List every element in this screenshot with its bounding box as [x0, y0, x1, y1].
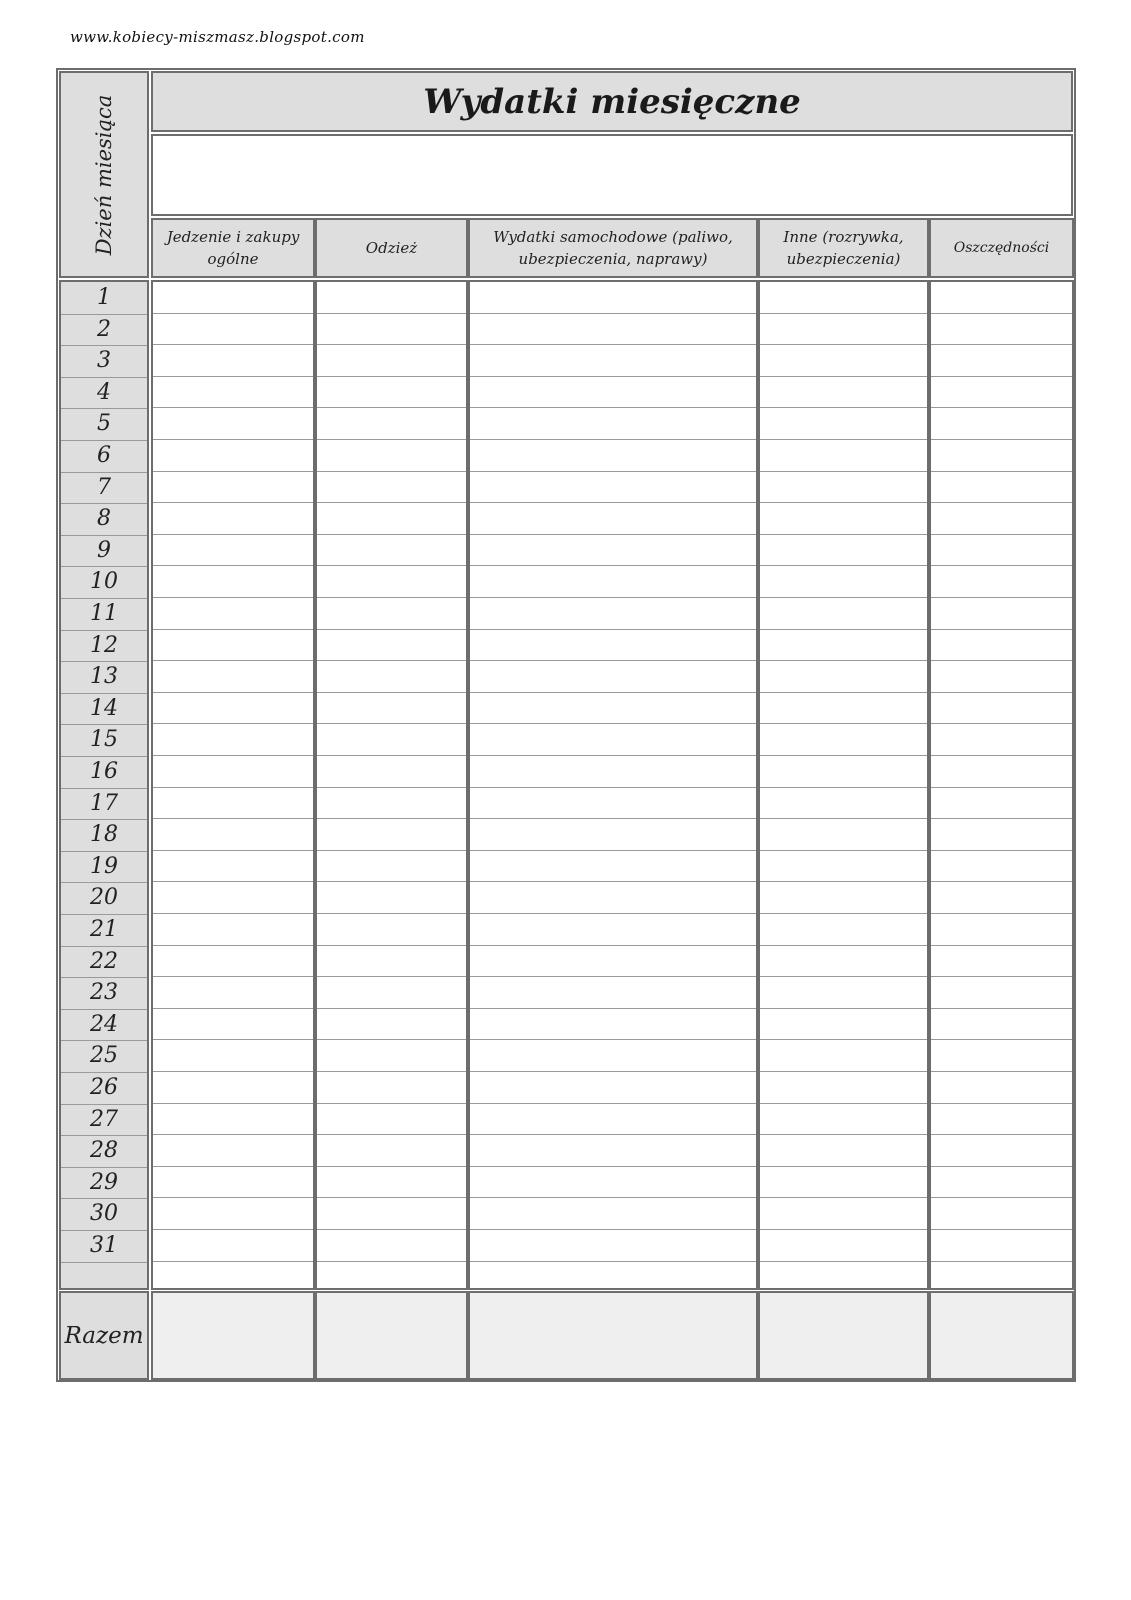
day-number: 19 — [90, 853, 118, 879]
entry-cell[interactable] — [470, 693, 756, 725]
entry-cell[interactable] — [931, 1104, 1072, 1136]
day-number: 12 — [90, 632, 118, 658]
entry-cell[interactable] — [931, 535, 1072, 567]
day-number: 25 — [90, 1043, 118, 1069]
entry-cell[interactable] — [470, 1072, 756, 1104]
day-number: 16 — [90, 759, 118, 784]
day-number: 21 — [90, 917, 118, 942]
entry-cell[interactable] — [931, 472, 1072, 504]
total-car-cell[interactable] — [468, 1291, 758, 1380]
entry-cell[interactable] — [317, 630, 466, 662]
entry-cell[interactable] — [470, 503, 756, 535]
entry-cell[interactable] — [470, 1135, 756, 1167]
entry-cell[interactable] — [317, 282, 466, 314]
entry-cell[interactable] — [153, 566, 313, 598]
entry-cell[interactable] — [153, 1104, 313, 1136]
day-number-column — [59, 280, 149, 1290]
entry-cell[interactable] — [931, 661, 1072, 693]
entry-cell[interactable] — [760, 819, 927, 851]
clothing-column[interactable] — [315, 280, 468, 1290]
entry-cell[interactable] — [470, 724, 756, 756]
entry-cell[interactable] — [317, 1040, 466, 1072]
entry-cell[interactable] — [153, 1135, 313, 1167]
day-number: 22 — [90, 948, 118, 974]
entry-cell[interactable] — [317, 1198, 466, 1230]
entry-cell[interactable] — [153, 345, 313, 377]
entry-cell[interactable] — [760, 1135, 927, 1167]
entry-cell[interactable] — [153, 314, 313, 346]
entry-cell[interactable] — [931, 598, 1072, 630]
column-header-clothing — [315, 218, 468, 278]
entry-cell[interactable] — [931, 314, 1072, 346]
entry-cell[interactable] — [470, 946, 756, 978]
entry-cell[interactable] — [153, 661, 313, 693]
entry-cell[interactable] — [317, 914, 466, 946]
column-header-car-label: Wydatki samochodowe (paliwo, ubezpieczenia, naprawy) — [493, 228, 733, 268]
day-number: 29 — [90, 1169, 118, 1195]
day-number: 27 — [90, 1106, 118, 1132]
entry-cell[interactable] — [760, 345, 927, 377]
day-number: 30 — [90, 1201, 118, 1227]
entry-cell[interactable] — [760, 756, 927, 788]
column-header-car — [468, 218, 758, 278]
entry-cell[interactable] — [470, 440, 756, 472]
day-number: 8 — [97, 506, 111, 532]
entry-cell[interactable] — [470, 914, 756, 946]
food-column[interactable] — [151, 280, 315, 1290]
entry-cell[interactable] — [317, 1167, 466, 1199]
entry-cell[interactable] — [470, 314, 756, 346]
entry-cell[interactable] — [760, 503, 927, 535]
column-header-savings — [929, 218, 1074, 278]
entry-cell[interactable] — [931, 724, 1072, 756]
entry-cell[interactable] — [470, 756, 756, 788]
entry-cell[interactable] — [931, 977, 1072, 1009]
entry-cell[interactable] — [153, 788, 313, 820]
entry-cell[interactable] — [317, 377, 466, 409]
entry-cell[interactable] — [153, 882, 313, 914]
entry-cell[interactable] — [760, 977, 927, 1009]
day-number: 1 — [97, 285, 111, 310]
entry-cell[interactable] — [153, 1198, 313, 1230]
day-row-divider — [61, 1262, 147, 1263]
entry-cell[interactable] — [760, 1104, 927, 1136]
entry-cell[interactable] — [931, 1262, 1072, 1294]
entry-cell[interactable] — [760, 851, 927, 883]
entry-cell[interactable] — [317, 756, 466, 788]
entry-cell[interactable] — [470, 977, 756, 1009]
entry-cell[interactable] — [760, 377, 927, 409]
entry-cell[interactable] — [153, 472, 313, 504]
entry-cell[interactable] — [931, 408, 1072, 440]
entry-cell[interactable] — [760, 1072, 927, 1104]
entry-cell[interactable] — [470, 345, 756, 377]
entry-cell[interactable] — [760, 1230, 927, 1262]
entry-cell[interactable] — [760, 440, 927, 472]
entry-cell[interactable] — [931, 566, 1072, 598]
entry-cell[interactable] — [153, 440, 313, 472]
entry-cell[interactable] — [317, 598, 466, 630]
entry-cell[interactable] — [931, 1198, 1072, 1230]
entry-cell[interactable] — [317, 788, 466, 820]
entry-cell[interactable] — [931, 914, 1072, 946]
day-number: 26 — [90, 1075, 118, 1100]
entry-cell[interactable] — [931, 1135, 1072, 1167]
entry-cell[interactable] — [760, 882, 927, 914]
column-header-food-label: Jedzenie i zakupy ogólne — [166, 228, 300, 268]
savings-column[interactable] — [929, 280, 1074, 1290]
entry-cell[interactable] — [317, 882, 466, 914]
entry-cell[interactable] — [760, 1198, 927, 1230]
entry-cell[interactable] — [153, 1230, 313, 1262]
entry-cell[interactable] — [760, 314, 927, 346]
entry-cell[interactable] — [153, 724, 313, 756]
entry-cell[interactable] — [760, 724, 927, 756]
entry-cell[interactable] — [760, 408, 927, 440]
entry-cell[interactable] — [760, 788, 927, 820]
day-number: 20 — [90, 885, 118, 911]
entry-cell[interactable] — [470, 535, 756, 567]
car-expenses-column[interactable] — [468, 280, 758, 1290]
entry-cell[interactable] — [470, 377, 756, 409]
day-of-month-header — [59, 71, 149, 278]
entry-cell[interactable] — [153, 819, 313, 851]
entry-cell[interactable] — [317, 724, 466, 756]
entry-cell[interactable] — [760, 693, 927, 725]
entry-cell[interactable] — [153, 693, 313, 725]
entry-cell[interactable] — [760, 535, 927, 567]
day-number: 17 — [90, 790, 118, 816]
entry-cell[interactable] — [760, 598, 927, 630]
entry-cell[interactable] — [317, 946, 466, 978]
title-bar — [151, 71, 1073, 132]
day-number: 4 — [97, 379, 111, 405]
expense-sheet — [56, 68, 1076, 1382]
day-number: 11 — [90, 601, 118, 626]
column-header-savings-label: Oszczędności — [953, 240, 1050, 256]
day-number: 10 — [90, 569, 118, 595]
day-number: 23 — [90, 980, 118, 1006]
total-other-cell[interactable] — [758, 1291, 929, 1380]
total-clothing-cell[interactable] — [315, 1291, 468, 1380]
day-number: 15 — [90, 727, 118, 753]
entry-cell[interactable] — [760, 946, 927, 978]
entry-cell[interactable] — [317, 535, 466, 567]
entry-cell[interactable] — [470, 1167, 756, 1199]
total-food-cell[interactable] — [151, 1291, 315, 1380]
entry-cell[interactable] — [317, 661, 466, 693]
day-number: 31 — [90, 1233, 118, 1258]
total-savings-cell[interactable] — [929, 1291, 1074, 1380]
entry-cell[interactable] — [153, 946, 313, 978]
entry-cell[interactable] — [470, 819, 756, 851]
entry-cell[interactable] — [153, 535, 313, 567]
entry-cell[interactable] — [470, 282, 756, 314]
entry-cell[interactable] — [470, 851, 756, 883]
entry-cell[interactable] — [931, 503, 1072, 535]
entry-cell[interactable] — [317, 693, 466, 725]
entry-cell[interactable] — [470, 1104, 756, 1136]
entry-cell[interactable] — [470, 882, 756, 914]
entry-cell[interactable] — [470, 566, 756, 598]
entry-cell[interactable] — [317, 977, 466, 1009]
column-header-other-label: Inne (rozrywka, ubezpieczenia) — [783, 228, 904, 268]
entry-cell[interactable] — [931, 1072, 1072, 1104]
entry-cell[interactable] — [470, 788, 756, 820]
entry-cell[interactable] — [470, 1230, 756, 1262]
day-of-month-label: Dzień miesiąca — [92, 94, 116, 255]
entry-cell[interactable] — [931, 345, 1072, 377]
entry-cell[interactable] — [760, 1009, 927, 1041]
entry-cell[interactable] — [760, 1040, 927, 1072]
entry-cell[interactable] — [317, 1262, 466, 1294]
entry-cell[interactable] — [470, 1009, 756, 1041]
entry-cell[interactable] — [317, 1009, 466, 1041]
day-number: 14 — [90, 695, 118, 721]
entry-cell[interactable] — [153, 1167, 313, 1199]
total-row-label — [59, 1291, 149, 1380]
entry-cell[interactable] — [931, 788, 1072, 820]
entry-cell[interactable] — [153, 282, 313, 314]
entry-cell[interactable] — [153, 1009, 313, 1041]
entry-cell[interactable] — [760, 1262, 927, 1294]
entry-cell[interactable] — [760, 1167, 927, 1199]
column-header-food — [151, 218, 315, 278]
entry-cell[interactable] — [470, 661, 756, 693]
entry-cell[interactable] — [153, 851, 313, 883]
entry-cell[interactable] — [470, 598, 756, 630]
entry-cell[interactable] — [153, 1072, 313, 1104]
entry-cell[interactable] — [931, 1230, 1072, 1262]
entry-cell[interactable] — [760, 661, 927, 693]
entry-cell[interactable] — [470, 1198, 756, 1230]
entry-cell[interactable] — [317, 1135, 466, 1167]
column-header-other — [758, 218, 929, 278]
entry-cell[interactable] — [317, 345, 466, 377]
entry-cell[interactable] — [931, 693, 1072, 725]
entry-cell[interactable] — [317, 408, 466, 440]
day-number: 13 — [90, 664, 118, 690]
day-number: 6 — [97, 443, 111, 468]
entry-cell[interactable] — [317, 472, 466, 504]
total-label: Razem — [64, 1322, 144, 1349]
entry-cell[interactable] — [317, 440, 466, 472]
day-number: 5 — [97, 411, 111, 437]
month-entry-field[interactable] — [151, 134, 1073, 216]
entry-cell[interactable] — [153, 1262, 313, 1294]
entry-cell[interactable] — [153, 408, 313, 440]
entry-cell[interactable] — [931, 1009, 1072, 1041]
entry-cell[interactable] — [470, 408, 756, 440]
entry-cell[interactable] — [760, 914, 927, 946]
other-column[interactable] — [758, 280, 929, 1290]
entry-cell[interactable] — [931, 1167, 1072, 1199]
entry-cell[interactable] — [931, 756, 1072, 788]
entry-cell[interactable] — [931, 282, 1072, 314]
day-number: 24 — [90, 1011, 118, 1037]
entry-cell[interactable] — [153, 914, 313, 946]
column-header-clothing-label: Odzież — [365, 239, 418, 257]
entry-cell[interactable] — [317, 503, 466, 535]
entry-cell[interactable] — [931, 819, 1072, 851]
entry-cell[interactable] — [470, 472, 756, 504]
day-number: 2 — [97, 316, 111, 342]
entry-cell[interactable] — [317, 851, 466, 883]
entry-cell[interactable] — [317, 1104, 466, 1136]
day-number: 3 — [97, 348, 111, 374]
entry-cell[interactable] — [931, 882, 1072, 914]
entry-cell[interactable] — [317, 819, 466, 851]
site-url: www.kobiecy-miszmasz.blogspot.com — [70, 28, 365, 46]
day-number: 9 — [97, 537, 111, 563]
entry-cell[interactable] — [153, 977, 313, 1009]
page-title: Wydatki miesięczne — [423, 81, 801, 122]
entry-cell[interactable] — [153, 377, 313, 409]
day-number: 28 — [90, 1138, 118, 1164]
entry-cell[interactable] — [317, 1072, 466, 1104]
entry-cell[interactable] — [317, 1230, 466, 1262]
entry-cell[interactable] — [153, 1040, 313, 1072]
entry-cell[interactable] — [931, 851, 1072, 883]
entry-cell[interactable] — [317, 566, 466, 598]
entry-cell[interactable] — [470, 1262, 756, 1294]
entry-cell[interactable] — [317, 314, 466, 346]
entry-cell[interactable] — [931, 1040, 1072, 1072]
day-number: 18 — [90, 822, 118, 848]
entry-cell[interactable] — [153, 503, 313, 535]
entry-cell[interactable] — [931, 946, 1072, 978]
entry-cell[interactable] — [470, 1040, 756, 1072]
entry-cell[interactable] — [931, 630, 1072, 662]
entry-cell[interactable] — [153, 598, 313, 630]
entry-cell[interactable] — [470, 630, 756, 662]
entry-cell[interactable] — [760, 630, 927, 662]
entry-cell[interactable] — [153, 630, 313, 662]
entry-cell[interactable] — [760, 472, 927, 504]
day-number: 7 — [97, 474, 111, 500]
entry-cell[interactable] — [153, 756, 313, 788]
entry-cell[interactable] — [931, 377, 1072, 409]
entry-cell[interactable] — [760, 282, 927, 314]
entry-cell[interactable] — [931, 440, 1072, 472]
entry-cell[interactable] — [760, 566, 927, 598]
